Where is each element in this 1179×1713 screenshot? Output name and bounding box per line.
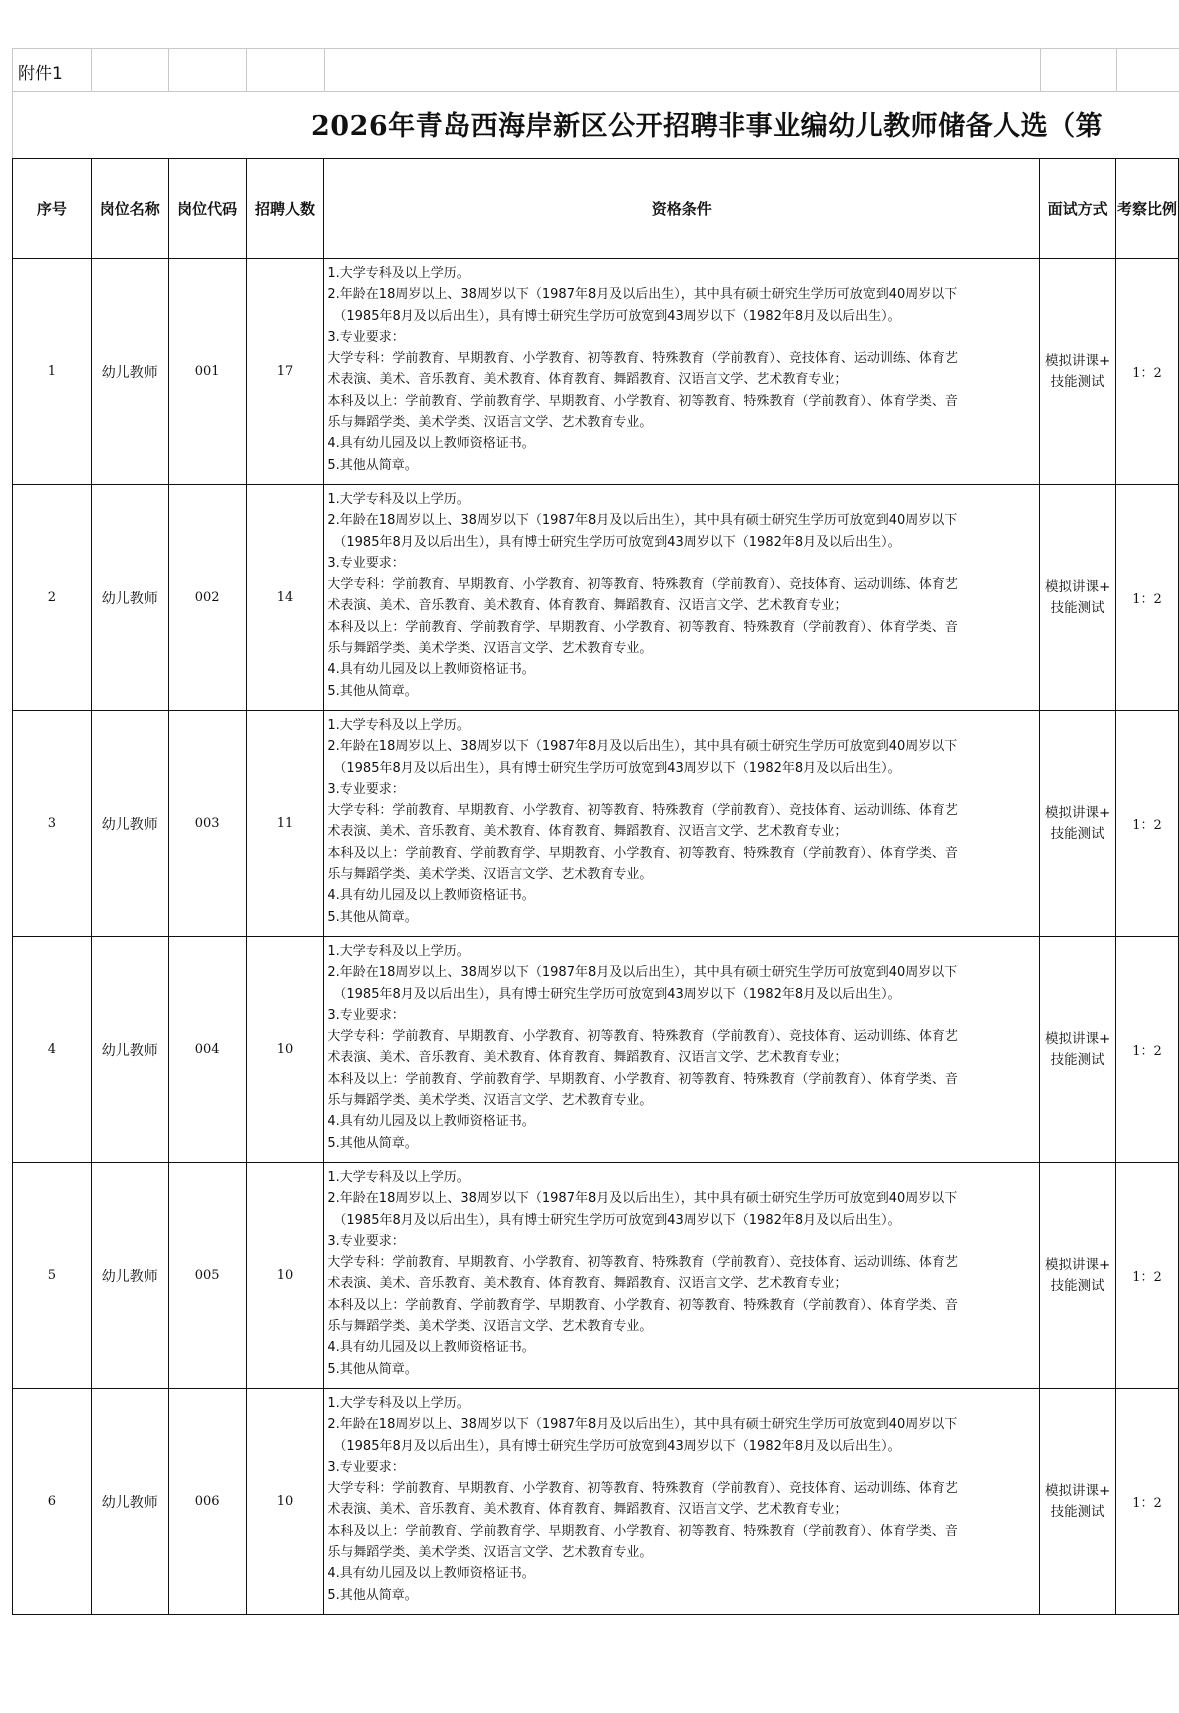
- qualification-line: 1.大学专科及以上学历。: [327, 1396, 470, 1411]
- qualification-line: 大学专科：学前教育、早期教育、小学教育、初等教育、特殊教育（学前教育）、竞技体育、运动训练、体育艺: [327, 803, 958, 819]
- cell-position-name[interactable]: 幼儿教师: [91, 485, 168, 711]
- header-position-code: 岗位代码: [168, 159, 246, 259]
- cell-ratio[interactable]: 1：2: [1116, 711, 1179, 937]
- qualification-line: 乐与舞蹈学类、美术学类、汉语言文学、艺术教育专业。: [327, 867, 653, 883]
- qualification-line: 2.年龄在18周岁以上、38周岁以下（1987年8月及以后出生），其中具有硕士研究生学历可放宽到40周岁以下: [327, 1417, 958, 1433]
- qualification-line: 5.其他从简章。: [327, 1135, 418, 1151]
- qualification-line: 5.其他从简章。: [327, 909, 418, 925]
- cell-seq[interactable]: 6: [13, 1389, 92, 1615]
- cell-position-code[interactable]: 004: [168, 937, 246, 1163]
- qualification-line: 本科及以上：学前教育、学前教育学、早期教育、小学教育、初等教育、特殊教育（学前教育）、体育学类、音: [327, 393, 958, 409]
- qualification-line: 1.大学专科及以上学历。: [327, 944, 470, 959]
- cell-position-code[interactable]: 003: [168, 711, 246, 937]
- table-header-row: [13, 159, 1179, 259]
- grid-cell[interactable]: [168, 49, 246, 91]
- qualification-line: 乐与舞蹈学类、美术学类、汉语言文学、艺术教育专业。: [327, 1545, 653, 1561]
- table-row: [13, 1163, 1179, 1389]
- cell-hiring-count[interactable]: 10: [246, 1163, 324, 1389]
- qualification-line: 本科及以上：学前教育、学前教育学、早期教育、小学教育、初等教育、特殊教育（学前教育）、体育学类、音: [327, 1523, 958, 1539]
- table-row: [13, 485, 1179, 711]
- cell-hiring-count[interactable]: 11: [246, 711, 324, 937]
- interview-method-line: 技能测试: [1050, 599, 1105, 616]
- qualification-line: 5.其他从简章。: [327, 1361, 418, 1377]
- cell-qualifications[interactable]: [324, 485, 1040, 711]
- qualification-line: 乐与舞蹈学类、美术学类、汉语言文学、艺术教育专业。: [327, 1093, 653, 1109]
- cell-position-name[interactable]: 幼儿教师: [91, 711, 168, 937]
- cell-ratio[interactable]: 1：2: [1116, 937, 1179, 1163]
- page-title: 2026年青岛西海岸新区公开招聘非事业编幼儿教师储备人选（第: [311, 111, 1104, 142]
- table-row: [13, 1389, 1179, 1615]
- qualification-line: 术表演、美术、音乐教育、美术教育、体育教育、舞蹈教育、汉语言文学、艺术教育专业；: [327, 1050, 848, 1066]
- qualification-line: （1985年8月及以后出生），具有博士研究生学历可放宽到43周岁以下（1982年8月及以后出生）。: [333, 308, 901, 324]
- cell-position-name[interactable]: 幼儿教师: [91, 259, 168, 485]
- cell-ratio[interactable]: 1：2: [1116, 259, 1179, 485]
- grid-cell[interactable]: [1116, 49, 1179, 91]
- qualification-line: 大学专科：学前教育、早期教育、小学教育、初等教育、特殊教育（学前教育）、竞技体育、运动训练、体育艺: [327, 577, 958, 593]
- cell-seq[interactable]: 3: [13, 711, 92, 937]
- qualification-line: 3.专业要求：: [327, 329, 405, 345]
- cell-qualifications[interactable]: [324, 1163, 1040, 1389]
- cell-ratio[interactable]: 1：2: [1116, 1163, 1179, 1389]
- qualification-line: 5.其他从简章。: [327, 683, 418, 699]
- title-row: [12, 90, 1179, 158]
- cell-interview-method[interactable]: [1040, 937, 1116, 1163]
- qualification-line: 本科及以上：学前教育、学前教育学、早期教育、小学教育、初等教育、特殊教育（学前教育）、体育学类、音: [327, 845, 958, 861]
- qualification-line: 大学专科：学前教育、早期教育、小学教育、初等教育、特殊教育（学前教育）、竞技体育、运动训练、体育艺: [327, 351, 958, 367]
- qualification-line: （1985年8月及以后出生），具有博士研究生学历可放宽到43周岁以下（1982年8月及以后出生）。: [333, 1212, 901, 1228]
- attachment-row: [12, 48, 1179, 92]
- qualification-line: 术表演、美术、音乐教育、美术教育、体育教育、舞蹈教育、汉语言文学、艺术教育专业；: [327, 598, 848, 614]
- qualification-line: （1985年8月及以后出生），具有博士研究生学历可放宽到43周岁以下（1982年8月及以后出生）。: [333, 986, 901, 1002]
- qualification-line: 4.具有幼儿园及以上教师资格证书。: [327, 662, 535, 678]
- interview-method-line: 技能测试: [1050, 373, 1105, 390]
- header-ratio: 考察比例: [1116, 159, 1179, 259]
- qualification-line: 术表演、美术、音乐教育、美术教育、体育教育、舞蹈教育、汉语言文学、艺术教育专业；: [327, 372, 848, 388]
- table-row: [13, 711, 1179, 937]
- qualification-line: 4.具有幼儿园及以上教师资格证书。: [327, 1114, 535, 1130]
- qualification-line: 5.其他从简章。: [327, 457, 418, 473]
- qualification-line: 术表演、美术、音乐教育、美术教育、体育教育、舞蹈教育、汉语言文学、艺术教育专业；: [327, 824, 848, 840]
- qualification-line: 4.具有幼儿园及以上教师资格证书。: [327, 1566, 535, 1582]
- qualification-line: 大学专科：学前教育、早期教育、小学教育、初等教育、特殊教育（学前教育）、竞技体育、运动训练、体育艺: [327, 1255, 958, 1271]
- qualification-line: 5.其他从简章。: [327, 1587, 418, 1603]
- header-interview-method: 面试方式: [1040, 159, 1116, 259]
- cell-position-name[interactable]: 幼儿教师: [91, 1389, 168, 1615]
- qualification-line: 1.大学专科及以上学历。: [327, 492, 470, 507]
- cell-hiring-count[interactable]: 14: [246, 485, 324, 711]
- qualification-line: （1985年8月及以后出生），具有博士研究生学历可放宽到43周岁以下（1982年8月及以后出生）。: [333, 760, 901, 776]
- cell-interview-method[interactable]: [1040, 1389, 1116, 1615]
- qualification-line: 4.具有幼儿园及以上教师资格证书。: [327, 1340, 535, 1356]
- cell-ratio[interactable]: 1：2: [1116, 485, 1179, 711]
- grid-cell[interactable]: [12, 49, 91, 91]
- cell-interview-method[interactable]: [1040, 485, 1116, 711]
- qualification-line: 本科及以上：学前教育、学前教育学、早期教育、小学教育、初等教育、特殊教育（学前教育）、体育学类、音: [327, 619, 958, 635]
- qualification-line: （1985年8月及以后出生），具有博士研究生学历可放宽到43周岁以下（1982年8月及以后出生）。: [333, 1438, 901, 1454]
- interview-method-line: 模拟讲课+: [1044, 804, 1111, 821]
- cell-position-name[interactable]: 幼儿教师: [91, 937, 168, 1163]
- cell-seq[interactable]: 5: [13, 1163, 92, 1389]
- qualification-line: 大学专科：学前教育、早期教育、小学教育、初等教育、特殊教育（学前教育）、竞技体育、运动训练、体育艺: [327, 1029, 958, 1045]
- grid-cell[interactable]: [1040, 49, 1116, 91]
- qualification-line: 本科及以上：学前教育、学前教育学、早期教育、小学教育、初等教育、特殊教育（学前教育）、体育学类、音: [327, 1071, 958, 1087]
- qualification-line: 2.年龄在18周岁以上、38周岁以下（1987年8月及以后出生），其中具有硕士研究生学历可放宽到40周岁以下: [327, 965, 958, 981]
- qualification-line: 乐与舞蹈学类、美术学类、汉语言文学、艺术教育专业。: [327, 1319, 653, 1335]
- cell-position-code[interactable]: 001: [168, 259, 246, 485]
- qualification-line: 3.专业要求：: [327, 1233, 405, 1249]
- grid-cell[interactable]: [246, 49, 324, 91]
- interview-method-line: 技能测试: [1050, 1051, 1105, 1068]
- header-hiring-count: 招聘人数: [246, 159, 324, 259]
- table-row: [13, 937, 1179, 1163]
- cell-interview-method[interactable]: [1040, 259, 1116, 485]
- interview-method-line: 模拟讲课+: [1044, 1256, 1111, 1273]
- qualification-line: 4.具有幼儿园及以上教师资格证书。: [327, 888, 535, 904]
- qualification-line: 4.具有幼儿园及以上教师资格证书。: [327, 436, 535, 452]
- qualification-line: 3.专业要求：: [327, 555, 405, 571]
- cell-position-code[interactable]: 006: [168, 1389, 246, 1615]
- qualification-line: 2.年龄在18周岁以上、38周岁以下（1987年8月及以后出生），其中具有硕士研究生学历可放宽到40周岁以下: [327, 739, 958, 755]
- cell-position-code[interactable]: 005: [168, 1163, 246, 1389]
- qualification-line: 1.大学专科及以上学历。: [327, 718, 470, 733]
- interview-method-line: 模拟讲课+: [1044, 1482, 1111, 1499]
- cell-position-name[interactable]: 幼儿教师: [91, 1163, 168, 1389]
- qualification-line: 本科及以上：学前教育、学前教育学、早期教育、小学教育、初等教育、特殊教育（学前教育）、体育学类、音: [327, 1297, 958, 1313]
- cell-qualifications[interactable]: [324, 259, 1040, 485]
- interview-method-line: 技能测试: [1050, 1503, 1105, 1520]
- qualification-line: 1.大学专科及以上学历。: [327, 1170, 470, 1185]
- interview-method-line: 技能测试: [1050, 1277, 1105, 1294]
- cell-hiring-count[interactable]: 17: [246, 259, 324, 485]
- table-row: [13, 259, 1179, 485]
- qualification-line: 术表演、美术、音乐教育、美术教育、体育教育、舞蹈教育、汉语言文学、艺术教育专业；: [327, 1502, 848, 1518]
- attachment-label: 附件1: [18, 64, 63, 84]
- cell-hiring-count[interactable]: 10: [246, 937, 324, 1163]
- header-qualifications: 资格条件: [324, 159, 1040, 259]
- grid-cell[interactable]: [324, 49, 1040, 91]
- qualification-line: 2.年龄在18周岁以上、38周岁以下（1987年8月及以后出生），其中具有硕士研究生学历可放宽到40周岁以下: [327, 287, 958, 303]
- cell-qualifications[interactable]: [324, 1389, 1040, 1615]
- cell-seq[interactable]: 1: [13, 259, 92, 485]
- qualification-line: 3.专业要求：: [327, 781, 405, 797]
- cell-seq[interactable]: 4: [13, 937, 92, 1163]
- cell-qualifications[interactable]: [324, 937, 1040, 1163]
- header-seq: 序号: [13, 159, 92, 259]
- qualification-line: 2.年龄在18周岁以上、38周岁以下（1987年8月及以后出生），其中具有硕士研究生学历可放宽到40周岁以下: [327, 513, 958, 529]
- qualification-line: 乐与舞蹈学类、美术学类、汉语言文学、艺术教育专业。: [327, 415, 653, 431]
- cell-interview-method[interactable]: [1040, 711, 1116, 937]
- qualification-line: 3.专业要求：: [327, 1459, 405, 1475]
- qualification-line: 术表演、美术、音乐教育、美术教育、体育教育、舞蹈教育、汉语言文学、艺术教育专业；: [327, 1276, 848, 1292]
- recruitment-table: [12, 158, 1179, 1615]
- qualification-line: 3.专业要求：: [327, 1007, 405, 1023]
- cell-qualifications[interactable]: [324, 711, 1040, 937]
- interview-method-line: 模拟讲课+: [1044, 352, 1111, 369]
- qualification-line: 2.年龄在18周岁以上、38周岁以下（1987年8月及以后出生），其中具有硕士研究生学历可放宽到40周岁以下: [327, 1191, 958, 1207]
- interview-method-line: 技能测试: [1050, 825, 1105, 842]
- qualification-line: （1985年8月及以后出生），具有博士研究生学历可放宽到43周岁以下（1982年8月及以后出生）。: [333, 534, 901, 550]
- qualification-line: 1.大学专科及以上学历。: [327, 266, 470, 281]
- cell-position-code[interactable]: 002: [168, 485, 246, 711]
- cell-seq[interactable]: 2: [13, 485, 92, 711]
- cell-ratio[interactable]: 1：2: [1116, 1389, 1179, 1615]
- grid-cell[interactable]: [91, 49, 168, 91]
- interview-method-line: 模拟讲课+: [1044, 1030, 1111, 1047]
- qualification-line: 乐与舞蹈学类、美术学类、汉语言文学、艺术教育专业。: [327, 641, 653, 657]
- header-position-name: 岗位名称: [91, 159, 168, 259]
- qualification-line: 大学专科：学前教育、早期教育、小学教育、初等教育、特殊教育（学前教育）、竞技体育、运动训练、体育艺: [327, 1481, 958, 1497]
- cell-interview-method[interactable]: [1040, 1163, 1116, 1389]
- cell-hiring-count[interactable]: 10: [246, 1389, 324, 1615]
- interview-method-line: 模拟讲课+: [1044, 578, 1111, 595]
